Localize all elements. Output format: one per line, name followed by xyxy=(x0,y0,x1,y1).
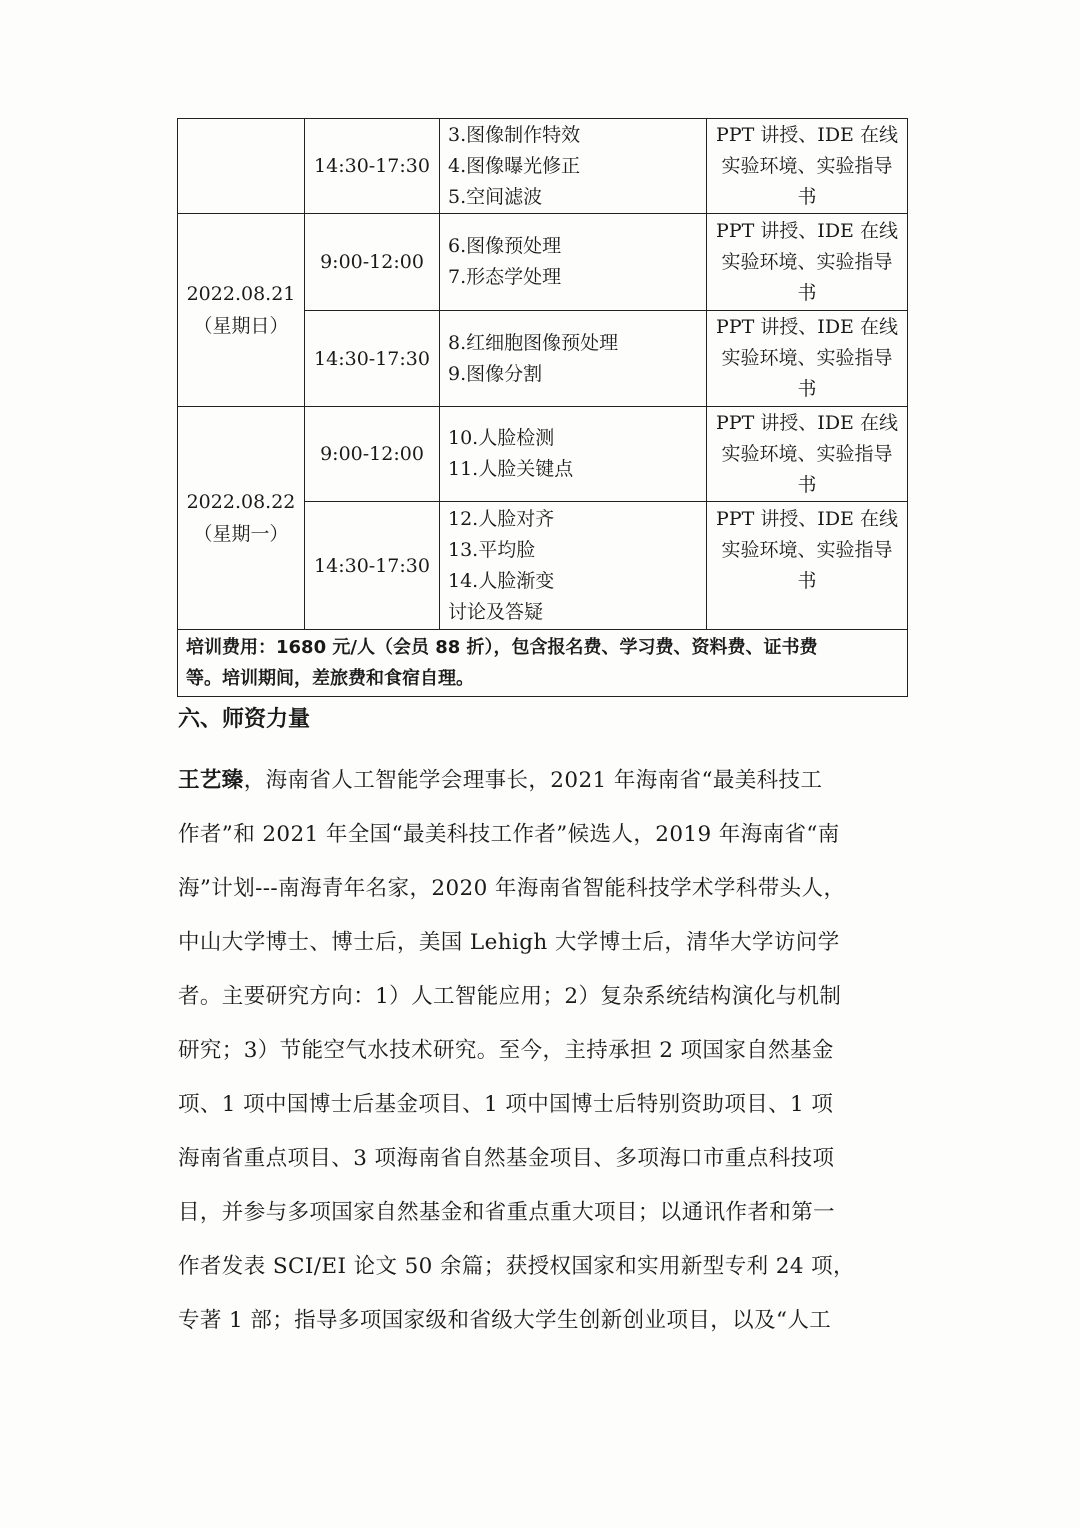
date-cell xyxy=(178,119,305,214)
date-text: 2022.08.22 xyxy=(186,491,296,513)
method-cell xyxy=(707,214,908,311)
method-line: 书 xyxy=(797,473,817,496)
time-cell: 14:30-17:30 xyxy=(305,311,440,407)
time-cell: 14:30-17:30 xyxy=(305,502,440,630)
date-text: 2022.08.21 xyxy=(186,283,296,305)
bio-line: 者。主要研究方向：1）人工智能应用；2）复杂系统结构演化与机制 xyxy=(178,984,842,1009)
content-item: 7.形态学处理 xyxy=(448,266,562,288)
method-line: 实验环境、实验指导 xyxy=(721,539,893,561)
bio-line xyxy=(178,754,904,808)
method-line: 书 xyxy=(797,378,817,400)
content-item: 11.人脸关键点 xyxy=(448,458,574,480)
time-cell: 9:00-12:00 xyxy=(305,214,440,311)
section-title: 六、师资力量 xyxy=(178,707,311,732)
fee-line: 培训费用：1680 元/人（会员 88 折），包含报名费、学习费、资料费、证书费 xyxy=(186,637,818,658)
content-item: 6.图像预处理 xyxy=(448,235,562,257)
method-line: 书 xyxy=(797,281,817,304)
bio-line: 作者发表 SCI/EI 论文 50 余篇；获授权国家和实用新型专利 24 项， xyxy=(178,1254,855,1279)
content-item: 13.平均脸 xyxy=(448,538,536,561)
content-item: 12.人脸对齐 xyxy=(448,507,555,530)
method-line: 实验环境、实验指导 xyxy=(721,250,893,273)
bio-line: 研究；3）节能空气水技术研究。至今，主持承担 2 项国家自然基金 xyxy=(178,1038,834,1063)
method-line: 书 xyxy=(797,185,817,208)
weekday-text: （星期日） xyxy=(193,315,289,337)
content-item: 4.图像曝光修正 xyxy=(448,154,581,177)
method-line: PPT 讲授、IDE 在线 xyxy=(716,123,898,146)
method-line: 实验环境、实验指导 xyxy=(721,442,893,465)
method-line: 实验环境、实验指导 xyxy=(721,154,893,177)
bio-line: 中山大学博士、博士后，美国 Lehigh 大学博士后，清华大学访问学 xyxy=(178,930,840,955)
content-item: 9.图像分割 xyxy=(448,362,543,385)
method-line: PPT 讲授、IDE 在线 xyxy=(716,316,898,338)
bio-line: 作者”和 2021 年全国“最美科技工作者”候选人，2019 年海南省“南 xyxy=(178,822,840,847)
table-row xyxy=(178,119,908,214)
bio-paragraph xyxy=(178,754,904,1348)
content-item: 5.空间滤波 xyxy=(448,185,543,208)
weekday-text: （星期一） xyxy=(193,523,289,545)
method-cell xyxy=(707,119,908,214)
date-cell xyxy=(178,214,305,407)
bio-line: 海”计划---南海青年名家，2020 年海南省智能科技学术学科带头人， xyxy=(178,876,846,901)
content-cell xyxy=(440,502,707,630)
date-cell xyxy=(178,407,305,630)
content-item: 10.人脸检测 xyxy=(448,427,555,449)
bio-line: 海南省重点项目、3 项海南省自然基金项目、多项海口市重点科技项 xyxy=(178,1146,835,1171)
schedule-table xyxy=(177,118,908,697)
bio-line: 专著 1 部；指导多项国家级和省级大学生创新创业项目，以及“人工 xyxy=(178,1308,832,1333)
method-cell xyxy=(707,407,908,502)
time-cell: 9:00-12:00 xyxy=(305,407,440,502)
method-cell xyxy=(707,502,908,630)
teacher-name: 王艺臻 xyxy=(178,768,244,793)
content-item: 14.人脸渐变 xyxy=(448,569,555,592)
content-item: 3.图像制作特效 xyxy=(448,123,581,146)
method-line: PPT 讲授、IDE 在线 xyxy=(716,219,898,242)
fee-row xyxy=(178,630,908,697)
method-line: PPT 讲授、IDE 在线 xyxy=(716,508,898,530)
content-item: 8.红细胞图像预处理 xyxy=(448,331,619,354)
content-cell xyxy=(440,214,707,311)
method-line: 实验环境、实验指导 xyxy=(721,347,893,369)
time-cell: 14:30-17:30 xyxy=(305,119,440,214)
method-cell xyxy=(707,311,908,407)
bio-line: 项、1 项中国博士后基金项目、1 项中国博士后特别资助项目、1 项 xyxy=(178,1092,834,1117)
method-line: 书 xyxy=(797,570,817,592)
fee-line: 等。培训期间，差旅费和食宿自理。 xyxy=(186,668,474,689)
content-item: 讨论及答疑 xyxy=(448,600,544,623)
bio-line: 目，并参与多项国家自然基金和省重点重大项目；以通讯作者和第一 xyxy=(178,1200,836,1225)
fee-cell xyxy=(178,630,908,697)
content-cell xyxy=(440,119,707,214)
content-cell xyxy=(440,311,707,407)
content-cell xyxy=(440,407,707,502)
table-row xyxy=(178,214,908,311)
table-row xyxy=(178,407,908,502)
bio-line-text: ，海南省人工智能学会理事长，2021 年海南省“最美科技工 xyxy=(243,768,823,793)
method-line: PPT 讲授、IDE 在线 xyxy=(716,411,898,434)
